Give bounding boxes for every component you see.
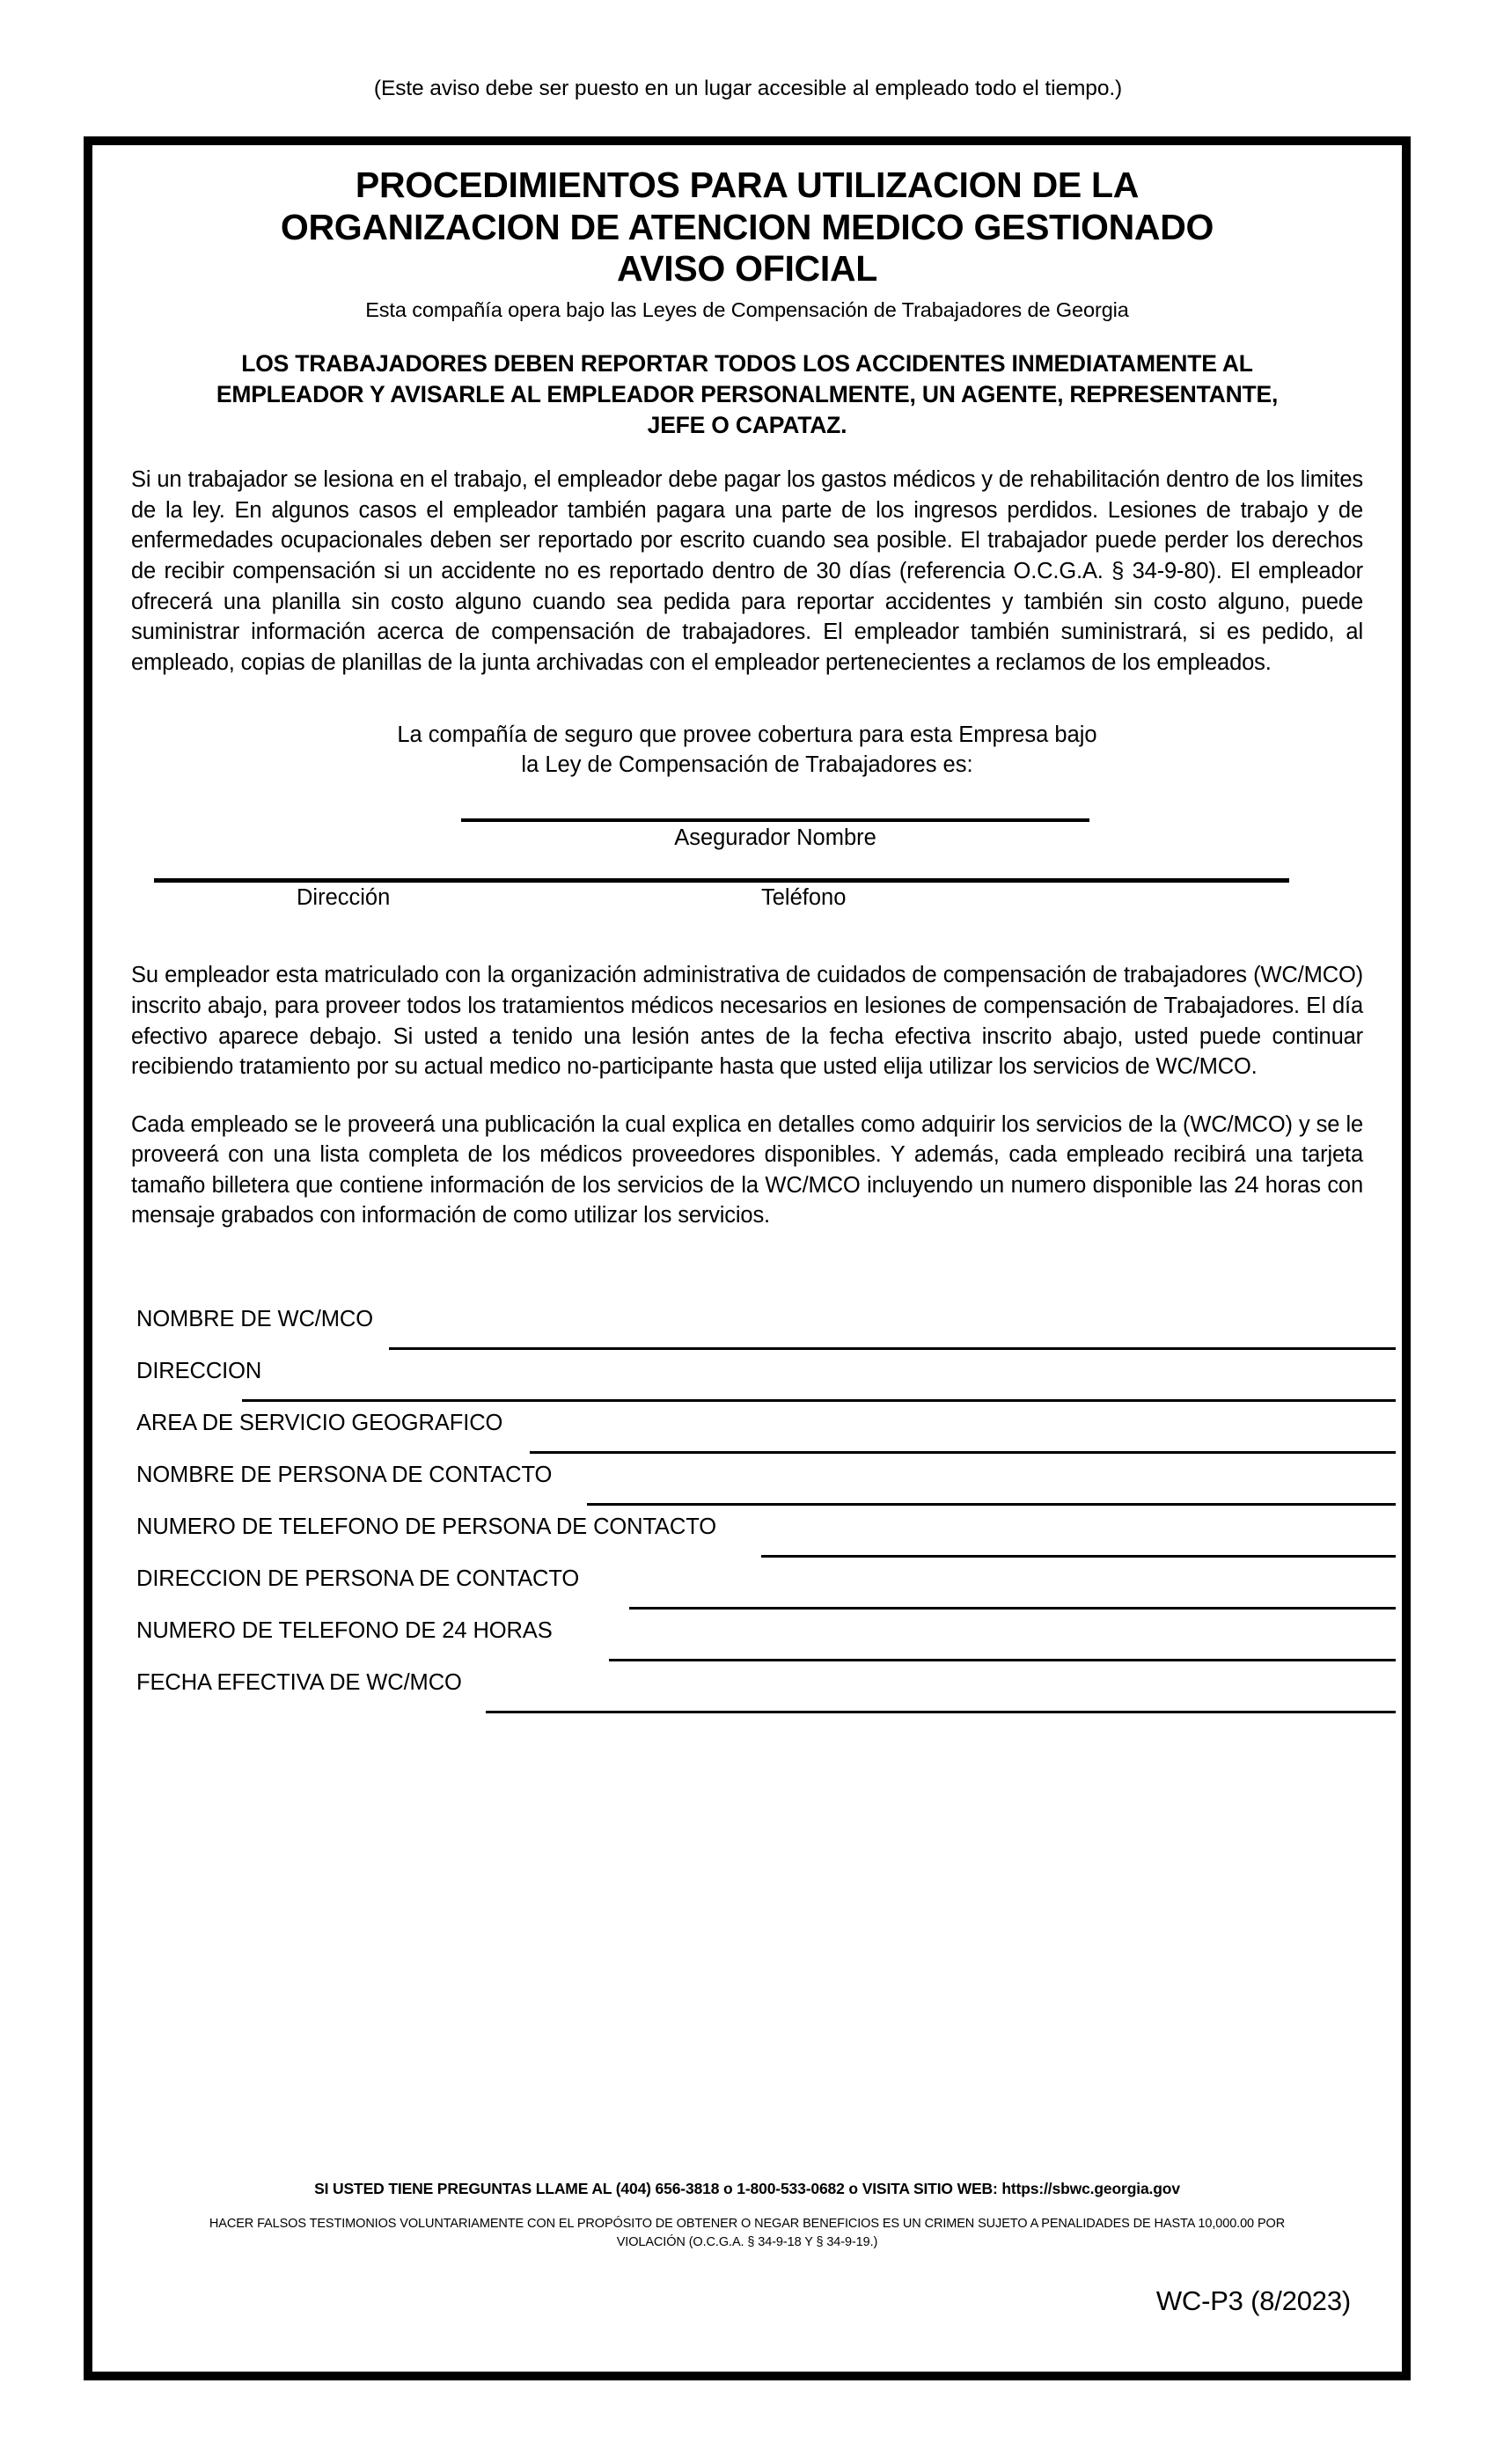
paragraph-rights: Si un trabajador se lesiona en el trabajo, el empleador debe pagar los gastos médicos y de rehabilitación dentro de los limites de la ley. En algunos casos el empleador también pagara una parte de los ingresos perdidos. Lesiones de trabajo y de enfermedades ocupacionales deben ser reportado por escrito cuando sea posible. El trabajador puede perder los derechos de recibir compensación si un accidente no es reportado dentro de 30 días (referencia O.C.G.A. § 34-9-80). El empleador ofrecerá una planilla sin costo alguno cuando sea pedida para reportar accidentes y también sin costo alguno, puede suministrar información acerca de compensación de trabajadores. El empleador también suministrará, si es pedido, al empleado, copias de planillas de la junta archivadas con el empleador pertenecientes a reclamos de los empleados. (131, 467, 1363, 675)
insurer-intro-line-2: la Ley de Compensación de Trabajadores es: (521, 752, 973, 778)
address-phone-field-group (129, 878, 1365, 931)
insurer-intro (129, 720, 1365, 780)
field-input-contact-phone[interactable] (761, 1555, 1396, 1558)
bold-notice-line-3: JEFE O CAPATAZ. (647, 412, 847, 439)
field-input-effective-date[interactable] (486, 1711, 1396, 1713)
form-row (129, 1670, 1365, 1722)
page-title-line-3: AVISO OFICIAL (616, 248, 877, 290)
field-input-service-area[interactable] (530, 1451, 1396, 1454)
phone-caption: Teléfono (761, 885, 847, 911)
field-label-contact-address: DIRECCION DE PERSONA DE CONTACTO (136, 1566, 588, 1592)
field-label-contact-phone: NUMERO DE TELEFONO DE PERSONA DE CONTACTO (136, 1514, 725, 1540)
field-label-effective-date: FECHA EFECTIVA DE WC/MCO (136, 1670, 471, 1696)
bold-notice-line-2: EMPLEADOR Y AVISARLE AL EMPLEADOR PERSONALMENTE, UN AGENTE, REPRESENTANTE, (216, 380, 1279, 407)
insurer-name-caption: Asegurador Nombre (674, 825, 876, 851)
address-phone-input-line[interactable] (154, 878, 1289, 883)
field-label-contact-name: NOMBRE DE PERSONA DE CONTACTO (136, 1463, 561, 1488)
field-label-address: DIRECCION (136, 1359, 270, 1384)
field-input-24hr-phone[interactable] (609, 1659, 1396, 1661)
form-row (129, 1411, 1365, 1463)
posting-notice: (Este aviso debe ser puesto en un lugar accesible al empleado todo el tiempo.) (373, 77, 1123, 100)
field-label-service-area: AREA DE SERVICIO GEOGRAFICO (136, 1411, 511, 1436)
form-row (129, 1514, 1365, 1566)
poster-inner (92, 165, 1402, 2391)
paragraph-wcmco-publication: Cada empleado se le proveerá una publicación la cual explica en detalles como adquirir los servicios de la (WC/MCO) y se le proveerá con una lista completa de los médicos proveedores disponibles. Y además, cada empleado recibirá una tarjeta tamaño billetera que contiene información de los servicios de la WC/MCO incluyendo un numero disponible las 24 horas con mensaje grabados con información de como utilizar los servicios. (131, 1111, 1363, 1228)
bold-notice-line-1: LOS TRABAJADORES DEBEN REPORTAR TODOS LOS ACCIDENTES INMEDIATAMENTE AL (241, 349, 1253, 377)
footer-legal-line-1: HACER FALSOS TESTIMONIOS VOLUNTARIAMENTE CON EL PROPÓSITO DE OBTENER O NEGAR BENEFICIOS ES UN CRIMEN SUJETO A PENALIDADES DE HASTA 10,000.00 POR (209, 2217, 1286, 2231)
address-caption: Dirección (297, 885, 391, 911)
wcmco-form-fields (129, 1307, 1365, 1722)
field-input-contact-address[interactable] (629, 1607, 1396, 1610)
form-row (129, 1359, 1365, 1411)
page-subtitle: Esta compañía opera bajo las Leyes de Compensación de Trabajadores de Georgia (365, 297, 1129, 321)
field-input-address[interactable] (242, 1399, 1396, 1402)
page-title-line-1: PROCEDIMIENTOS PARA UTILIZACION DE LA (355, 165, 1140, 205)
field-label-24hr-phone: NUMERO DE TELEFONO DE 24 HORAS (136, 1618, 561, 1644)
form-row (129, 1566, 1365, 1618)
official-notice-poster (84, 136, 1411, 2380)
form-row (129, 1307, 1365, 1359)
bold-notice (129, 348, 1365, 442)
form-row (129, 1463, 1365, 1514)
field-input-contact-name[interactable] (587, 1503, 1396, 1506)
field-label-wcmco-name: NOMBRE DE WC/MCO (136, 1307, 382, 1332)
page-title-line-2: ORGANIZACION DE ATENCION MEDICO GESTIONADO (280, 206, 1214, 247)
form-number: WC-P3 (8/2023) (1155, 2285, 1351, 2316)
insurer-name-input-line[interactable] (461, 818, 1089, 822)
form-row (129, 1618, 1365, 1670)
footer-legal-warning (108, 2215, 1386, 2252)
paragraph-wcmco-enrollment: Su empleador esta matriculado con la organización administrativa de cuidados de compensación de trabajadores (WC/MCO) inscrito abajo, para proveer todos los tratamientos médicos necesarios en lesiones de compensación de Trabajadores. El día efectivo aparece debajo. Si usted a tenido una lesión antes de la fecha efectiva inscrito abajo, usted puede continuar recibiendo tratamiento por su actual medico no-participante hasta que usted elija utilizar los servicios de WC/MCO. (131, 963, 1363, 1080)
footer-legal-line-2: VIOLACIÓN (O.C.G.A. § 34-9-18 Y § 34-9-19.) (616, 2235, 878, 2250)
footer-contact-info: SI USTED TIENE PREGUNTAS LLAME AL (404) 656-3818 o 1-800-533-0682 o VISITA SITIO WEB: https://sbwc.georgia.gov (314, 2180, 1180, 2197)
insurer-intro-line-1: La compañía de seguro que provee cobertura para esta Empresa bajo (397, 722, 1097, 748)
field-input-wcmco-name[interactable] (389, 1347, 1396, 1350)
page-title (129, 165, 1365, 290)
